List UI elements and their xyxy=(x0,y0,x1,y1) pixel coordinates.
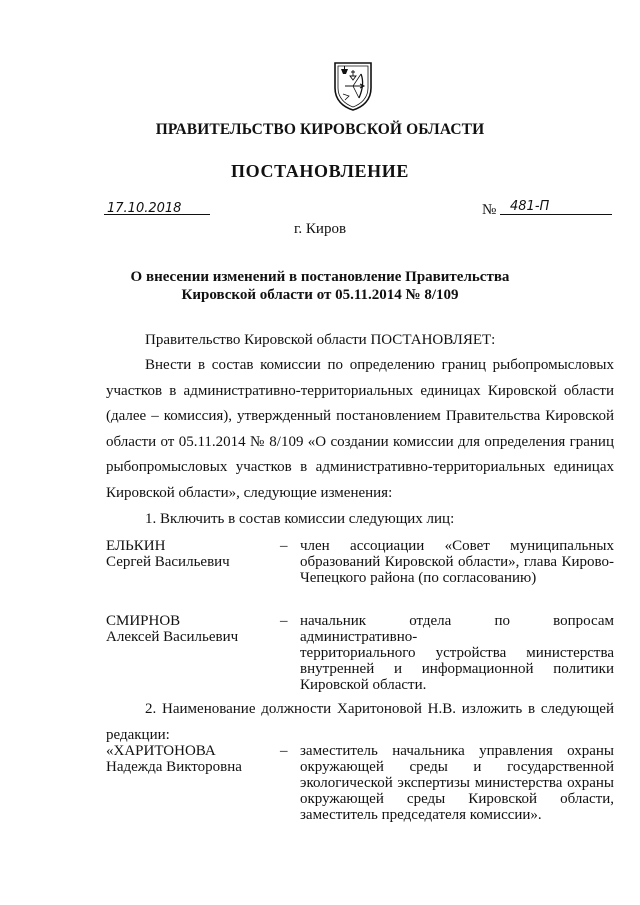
date-underline xyxy=(104,214,210,215)
description-line: заместитель начальника управления охраны xyxy=(300,743,614,759)
description-line: Кировской области. xyxy=(300,677,427,693)
main-paragraph: Внести в состав комиссии по определению границ рыбопромысловых участков в административно-территориальных единицах Кировской области (далее – комиссия), утвержденный постановлением Правительства Кировской области от 05.11.2014 № 8/109 «О создании комиссии для определения границ рыбопромысловых участков в административно-территориальных единицах Кировской области», следующие изменения: xyxy=(106,357,614,501)
member-description xyxy=(300,538,614,586)
number-underline xyxy=(500,214,612,215)
description-line: территориального устройства министерства xyxy=(300,645,614,661)
description-line: окружающей среды и государственной xyxy=(300,759,614,775)
coat-of-arms-icon xyxy=(331,60,375,112)
description-line: заместитель председателя комиссии». xyxy=(300,807,542,823)
item-2-paragraph: 2. Наименование должности Харитоновой Н.В. изложить в следующей редакции: xyxy=(106,701,614,743)
member-name xyxy=(106,743,242,775)
decree-number: 481-П xyxy=(510,199,550,214)
member-description xyxy=(300,743,614,823)
member-surname: СМИРНОВ xyxy=(106,613,181,629)
description-line: экологической экспертизы министерства охраны xyxy=(300,775,614,791)
item-1-paragraph: 1. Включить в состав комиссии следующих лиц: xyxy=(145,511,455,527)
member-given-name: Алексей Васильевич xyxy=(106,629,239,645)
description-line: Чепецкого района (по согласованию) xyxy=(300,570,537,586)
member-dash: – xyxy=(280,613,288,629)
number-label: № xyxy=(482,202,497,218)
member-given-name: Сергей Васильевич xyxy=(106,554,230,570)
description-line: окружающей среды Кировской области, xyxy=(300,791,614,807)
decree-subject xyxy=(0,268,640,304)
description-line: член ассоциации «Совет муниципальных xyxy=(300,538,614,554)
description-line: начальник отдела по вопросам административно- xyxy=(300,613,614,645)
subject-line-2: Кировской области от 05.11.2014 № 8/109 xyxy=(181,287,459,303)
government-title: ПРАВИТЕЛЬСТВО КИРОВСКОЙ ОБЛАСТИ xyxy=(155,121,485,138)
intro-paragraph: Правительство Кировской области ПОСТАНОВЛЯЕТ: xyxy=(145,332,496,348)
description-line: внутренней и информационной политики xyxy=(300,661,614,677)
member-surname: «ХАРИТОНОВА xyxy=(106,743,216,759)
member-given-name: Надежда Викторовна xyxy=(106,759,242,775)
city: г. Киров xyxy=(293,221,347,237)
member-dash: – xyxy=(280,743,288,759)
description-line: образований Кировской области», глава Кирово- xyxy=(300,554,614,570)
document-type-title: ПОСТАНОВЛЕНИЕ xyxy=(231,161,409,181)
member-name xyxy=(106,613,238,645)
member-dash: – xyxy=(280,538,288,554)
member-name xyxy=(106,538,230,570)
decree-date: 17.10.2018 xyxy=(107,201,182,216)
member-surname: ЕЛЬКИН xyxy=(106,538,166,554)
subject-line-1: О внесении изменений в постановление Правительства xyxy=(130,269,510,285)
member-description xyxy=(300,613,614,693)
